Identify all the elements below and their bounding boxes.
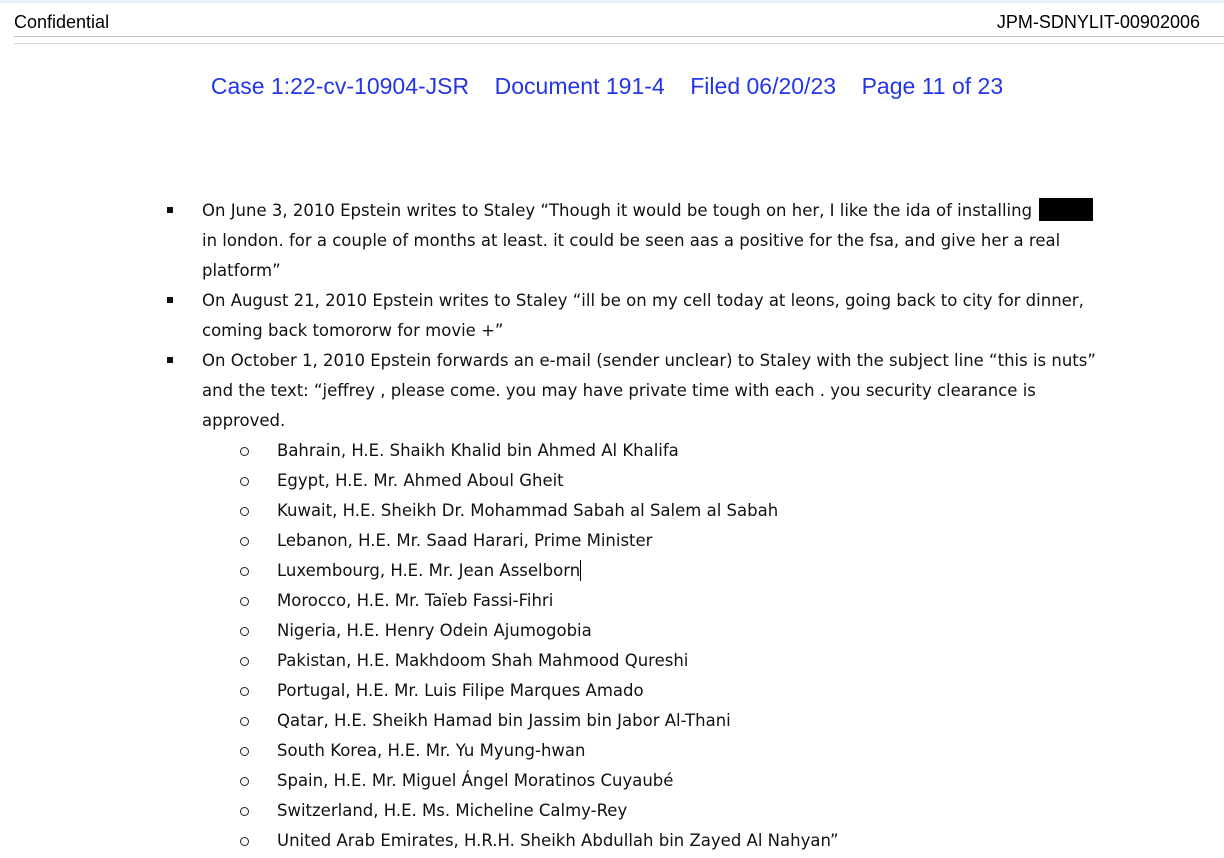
bullet-text-part2: in london. for a couple of months at least. it could be seen aas a positive for the fsa, and give her a real platform” <box>202 231 1061 280</box>
circle-bullet-icon <box>240 717 249 726</box>
bullet-text: On October 1, 2010 Epstein forwards an e-mail (sender unclear) to Staley with the subject line “this is nuts” and the text: “jeffrey , please come. you may have private time with each . you security clearance is approved. <box>202 351 1096 430</box>
list-item <box>0 676 1224 706</box>
list-item-text: Spain, H.E. Mr. Miguel Ángel Moratinos Cuyaubé <box>277 771 674 790</box>
list-item <box>0 556 1224 586</box>
text-cursor <box>580 560 581 581</box>
square-bullet-icon <box>167 207 173 213</box>
circle-bullet-icon <box>240 627 249 636</box>
list-item-text: Morocco, H.E. Mr. Taïeb Fassi-Fihri <box>277 591 554 610</box>
court-filing-stamp: Case 1:22-cv-10904-JSR Document 191-4 Filed 06/20/23 Page 11 of 23 <box>210 73 1004 99</box>
circle-bullet-icon <box>240 597 249 606</box>
circle-bullet-icon <box>240 687 249 696</box>
circle-bullet-icon <box>240 447 249 456</box>
bullet-item-october-2010 <box>0 346 1224 436</box>
header-divider <box>14 36 1224 37</box>
bates-number: JPM-SDNYLIT-00902006 <box>996 12 1200 32</box>
bullet-text-part1: On June 3, 2010 Epstein writes to Staley “Though it would be tough on her, I like the ida of installing <box>202 201 1033 220</box>
list-item <box>0 766 1224 796</box>
list-item <box>0 436 1224 466</box>
circle-bullet-icon <box>240 477 249 486</box>
circle-bullet-icon <box>240 837 249 846</box>
list-item <box>0 646 1224 676</box>
circle-bullet-icon <box>240 807 249 816</box>
bullet-text: On August 21, 2010 Epstein writes to Staley “ill be on my cell today at leons, going back to city for dinner, coming back tomororw for movie +” <box>202 291 1084 340</box>
circle-bullet-icon <box>240 537 249 546</box>
circle-bullet-icon <box>240 567 249 576</box>
list-item <box>0 826 1224 856</box>
circle-bullet-icon <box>240 507 249 516</box>
list-item-text: Portugal, H.E. Mr. Luis Filipe Marques Amado <box>277 681 644 700</box>
bullet-item-august-2010 <box>0 286 1224 346</box>
list-item-text: Qatar, H.E. Sheikh Hamad bin Jassim bin Jabor Al-Thani <box>277 711 731 730</box>
list-item <box>0 796 1224 826</box>
circle-bullet-icon <box>240 747 249 756</box>
list-item <box>0 706 1224 736</box>
list-item <box>0 526 1224 556</box>
list-item-text: Switzerland, H.E. Ms. Micheline Calmy-Rey <box>277 801 628 820</box>
confidential-label: Confidential <box>14 12 110 32</box>
square-bullet-icon <box>167 357 173 363</box>
list-item-text: United Arab Emirates, H.R.H. Sheikh Abdullah bin Zayed Al Nahyan” <box>277 831 839 850</box>
list-item-text: South Korea, H.E. Mr. Yu Myung-hwan <box>277 741 586 760</box>
list-item <box>0 466 1224 496</box>
circle-bullet-icon <box>240 777 249 786</box>
header-divider-secondary <box>14 43 1224 44</box>
dignitary-list <box>0 436 1224 856</box>
list-item-text: Bahrain, H.E. Shaikh Khalid bin Ahmed Al Khalifa <box>277 441 679 460</box>
list-item-text: Lebanon, H.E. Mr. Saad Harari, Prime Minister <box>277 531 653 550</box>
redaction-box <box>1039 198 1093 221</box>
list-item-text: Kuwait, H.E. Sheikh Dr. Mohammad Sabah al Salem al Sabah <box>277 501 779 520</box>
list-item <box>0 586 1224 616</box>
list-item <box>0 496 1224 526</box>
list-item-text: Nigeria, H.E. Henry Odein Ajumogobia <box>277 621 592 640</box>
bullet-item-june-2010 <box>0 196 1224 286</box>
square-bullet-icon <box>167 297 173 303</box>
list-item <box>0 736 1224 766</box>
document-body <box>0 196 1224 856</box>
list-item-text: Egypt, H.E. Mr. Ahmed Aboul Gheit <box>277 471 564 490</box>
list-item <box>0 616 1224 646</box>
list-item-text: Pakistan, H.E. Makhdoom Shah Mahmood Qureshi <box>277 651 689 670</box>
circle-bullet-icon <box>240 657 249 666</box>
list-item-text: Luxembourg, H.E. Mr. Jean Asselborn <box>277 561 581 580</box>
document-header <box>0 0 1224 40</box>
